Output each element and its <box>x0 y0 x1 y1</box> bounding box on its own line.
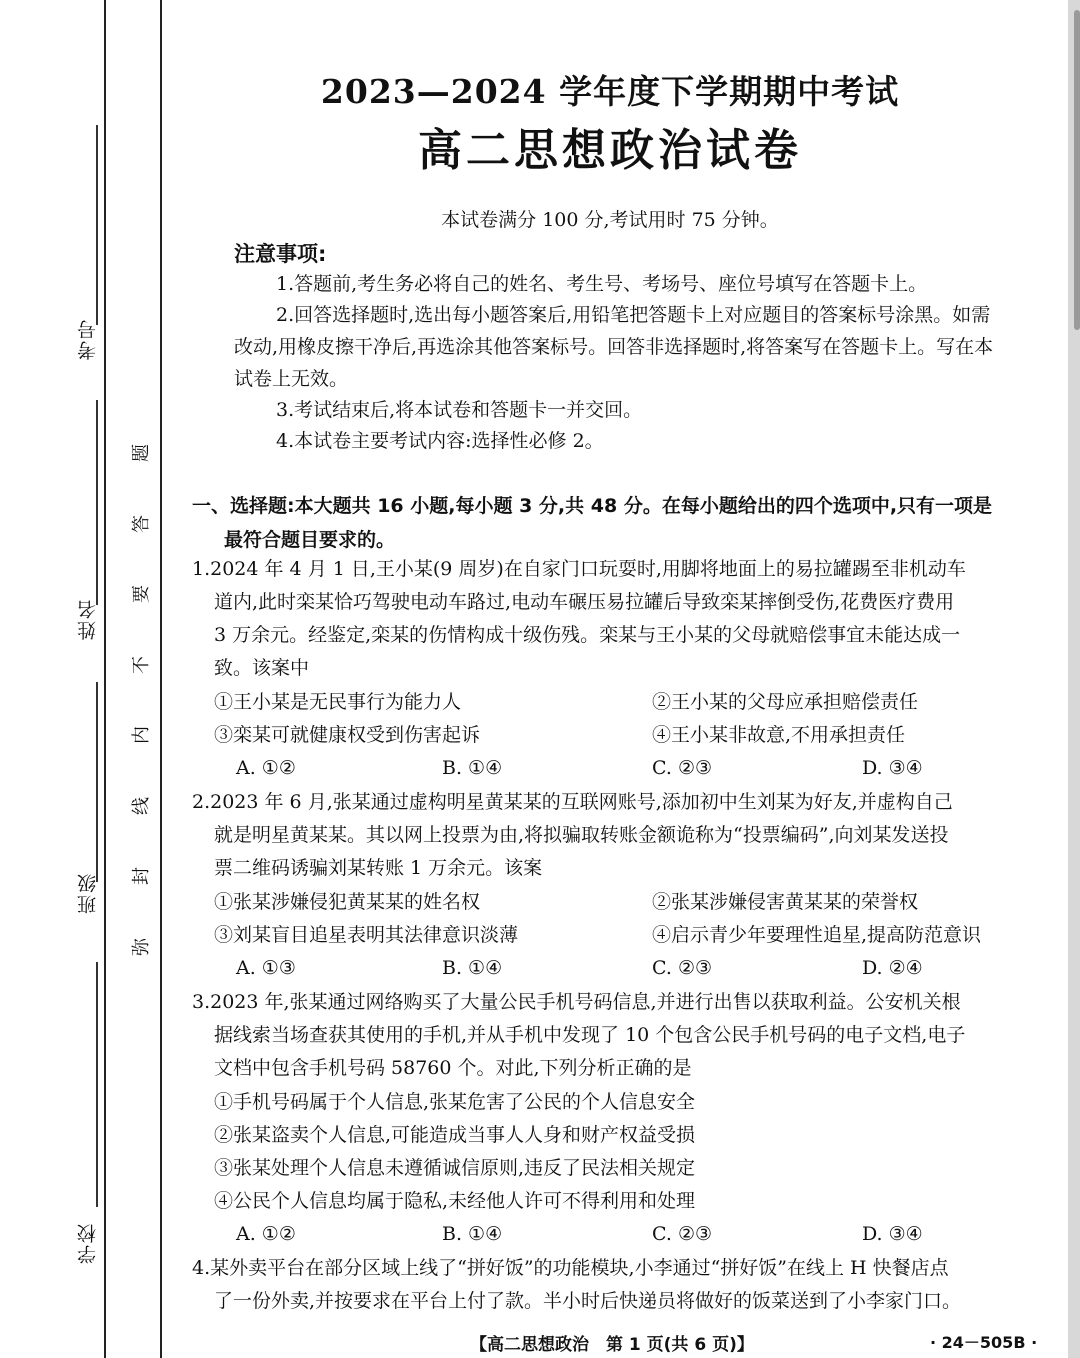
choice-a: A. ①② <box>236 757 296 779</box>
statement: ②王小某的父母应承担赔偿责任 <box>652 691 919 713</box>
stem-line: 致。该案中 <box>214 657 310 679</box>
statement: ③张某处理个人信息未遵循诚信原则,违反了民法相关规定 <box>214 1157 696 1179</box>
question-4-stem <box>192 1252 1042 1318</box>
statement: ①张某涉嫌侵犯黄某某的姓名权 <box>214 891 481 913</box>
stem-line: 据线索当场查获其使用的手机,并从手机中发现了 10 个包含公民手机号码的电子文档,电子 <box>214 1024 966 1046</box>
exam-no-blank <box>96 125 98 325</box>
stem-line: 2.2023 年 6 月,张某通过虚构明星黄某某的互联网账号,添加初中生刘某为好友,并虚构自己 <box>192 791 953 813</box>
seal-char: 答 <box>131 514 152 533</box>
choice-a: A. ①② <box>236 1223 296 1245</box>
stem-line: 3 万余元。经鉴定,栾某的伤情构成十级伤残。栾某与王小某的父母就赔偿事宜未能达成一 <box>214 624 961 646</box>
school-blank <box>96 962 98 1207</box>
section-heading-line1: 一、选择题:本大题共 16 小题,每小题 3 分,共 48 分。在每小题给出的四个选项中,只有一项是 <box>192 495 993 517</box>
question-3-stem <box>192 986 1042 1085</box>
choice-c: C. ②③ <box>652 957 713 979</box>
choice-d: D. ③④ <box>862 1223 923 1245</box>
statement: ④公民个人信息均属于隐私,未经他人许可不得利用和处理 <box>214 1190 696 1212</box>
seal-char: 线 <box>131 796 152 815</box>
statement: ④启示青少年要理性追星,提高防范意识 <box>652 924 982 946</box>
seal-char: 弥 <box>131 937 152 956</box>
page-footer: 【高二思想政治 第 1 页(共 6 页)】 <box>470 1335 754 1355</box>
binding-line-outer <box>104 0 106 1358</box>
stem-line: 文档中包含手机号码 58760 个。对此,下列分析正确的是 <box>214 1057 692 1079</box>
exam-title-line2: 高二思想政治试卷 <box>418 125 802 176</box>
statement: ③刘某盲目追星表明其法律意识淡薄 <box>214 924 519 946</box>
choice-d: D. ③④ <box>862 757 923 779</box>
name-blank <box>96 400 98 605</box>
paper-code: · 24－505B · <box>930 1333 1038 1352</box>
notes-title: 注意事项: <box>234 242 327 266</box>
seal-char: 题 <box>131 444 152 462</box>
exam-title-line1: 2023—2024 学年度下学期期中考试 <box>320 72 900 111</box>
choice-d: D. ②④ <box>862 957 923 979</box>
statement: ②张某盗卖个人信息,可能造成当事人人身和财产权益受损 <box>214 1124 696 1146</box>
statement: ①手机号码属于个人信息,张某危害了公民的个人信息安全 <box>214 1091 696 1113</box>
seal-char: 内 <box>131 726 152 745</box>
note-item: 1.答题前,考生务必将自己的姓名、考生号、考场号、座位号填写在答题卡上。 <box>276 273 928 295</box>
seal-char: 封 <box>131 867 152 886</box>
statement: ②张某涉嫌侵害黄某某的荣誉权 <box>652 891 919 913</box>
seal-char: 要 <box>131 585 152 604</box>
scroll-indicator <box>1074 10 1080 330</box>
seal-warning-column <box>120 440 160 960</box>
choice-b: B. ①④ <box>442 757 503 779</box>
note-item: 2.回答选择题时,选出每小题答案后,用铅笔把答题卡上对应题目的答案标号涂黑。如需改动,用橡皮擦干净后,再选涂其他答案标号。回答非选择题时,将答案写在答题卡上。写在本试卷上无效。 <box>234 304 994 390</box>
name-label: 姓名 <box>77 598 99 640</box>
question-1-stem <box>192 553 1042 685</box>
choice-c: C. ②③ <box>652 757 713 779</box>
section-heading <box>192 489 1042 557</box>
question-2-stem <box>192 786 1042 885</box>
score-info: 本试卷满分 100 分,考试用时 75 分钟。 <box>441 209 779 231</box>
binding-line-inner <box>160 0 162 1358</box>
choice-b: B. ①④ <box>442 957 503 979</box>
stem-line: 就是明星黄某某。其以网上投票为由,将拟骗取转账金额诡称为“投票编码”,向刘某发送投 <box>214 824 949 846</box>
class-label: 班级 <box>77 872 99 914</box>
note-item: 3.考试结束后,将本试卷和答题卡一并交回。 <box>276 399 643 421</box>
section-heading-line2: 最符合题目要求的。 <box>224 529 396 551</box>
stem-line: 了一份外卖,并按要求在平台上付了款。半小时后快递员将做好的饭菜送到了小李家门口。 <box>214 1290 962 1312</box>
statement: ③栾某可就健康权受到伤害起诉 <box>214 724 481 746</box>
school-label: 学校 <box>77 1222 99 1264</box>
statement: ①王小某是无民事行为能力人 <box>214 691 462 713</box>
choice-b: B. ①④ <box>442 1223 503 1245</box>
exam-no-label: 考号 <box>77 318 99 360</box>
choice-a: A. ①③ <box>236 957 296 979</box>
stem-line: 1.2024 年 4 月 1 日,王小某(9 周岁)在自家门口玩耍时,用脚将地面上的易拉罐踢至非机动车 <box>192 558 966 580</box>
stem-line: 道内,此时栾某恰巧驾驶电动车路过,电动车碾压易拉罐后导致栾某摔倒受伤,花费医疗费用 <box>214 591 955 613</box>
choice-c: C. ②③ <box>652 1223 713 1245</box>
class-blank <box>96 682 98 882</box>
stem-line: 票二维码诱骗刘某转账 1 万余元。该案 <box>214 857 543 879</box>
seal-char: 不 <box>131 655 152 674</box>
note-item: 4.本试卷主要考试内容:选择性必修 2。 <box>276 430 604 452</box>
stem-line: 3.2023 年,张某通过网络购买了大量公民手机号码信息,并进行出售以获取利益。公安机关根 <box>192 991 961 1013</box>
stem-line: 4.某外卖平台在部分区域上线了“拼好饭”的功能模块,小李通过“拼好饭”在线上 H 快餐店点 <box>192 1257 949 1279</box>
statement: ④王小某非故意,不用承担责任 <box>652 724 906 746</box>
